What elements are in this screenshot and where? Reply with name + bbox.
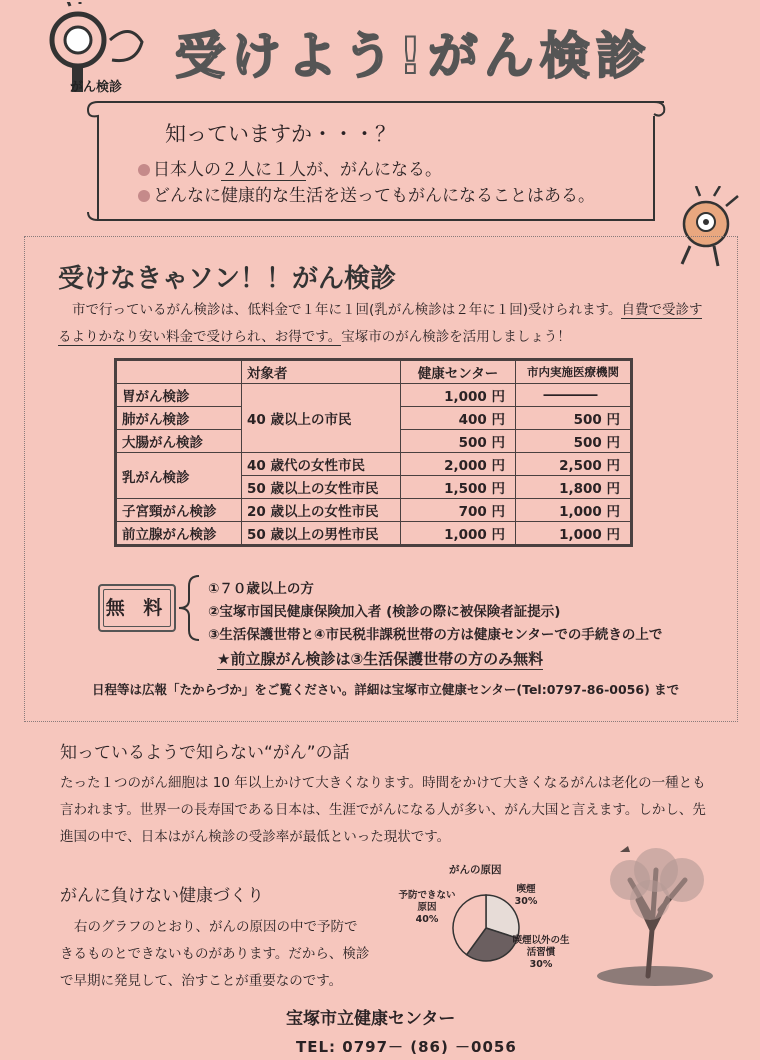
clinic-fee: 500 円 (516, 430, 632, 453)
table-header (116, 360, 242, 384)
banner-title: 知っていますか・・・？ (165, 122, 396, 146)
page-title: 受けよう!がん検診 (175, 27, 652, 85)
promo-intro: 市で行っているがん検診は、低料金で１年に１回(乳がん検診は２年に１回)受けられます。自費で受診するよりかなり安い料金で受けられ、お得です。宝塚市のがん検診を活用しましょう！ (58, 302, 703, 345)
table-header: 対象者 (242, 360, 401, 384)
target-group: 40 歳以上の市民 (242, 384, 401, 453)
fee-table (114, 358, 633, 547)
center-fee: 400 円 (401, 407, 516, 430)
target-group: 20 歳以上の女性市民 (242, 499, 401, 522)
target-group: 50 歳以上の女性市民 (242, 476, 401, 499)
exam-name: 大腸がん検診 (116, 430, 242, 453)
center-fee: 700 円 (401, 499, 516, 522)
center-fee: 1,000 円 (401, 384, 516, 407)
free-item: ①７０歳以上の方 (208, 581, 314, 597)
clinic-fee: ―――― (516, 384, 632, 407)
logo-label: がん検診 (70, 80, 123, 95)
slice-label: 喫煙 30% (514, 884, 538, 907)
chart-title: がんの原因 (449, 864, 502, 876)
clinic-fee: 1,000 円 (516, 499, 632, 522)
exam-name: 胃がん検診 (116, 384, 242, 407)
article-title: 知っているようで知らない“がん”の話 (60, 743, 350, 763)
bullet-icon (138, 190, 150, 202)
slice-label: 喫煙以外の生活習慣 30% (512, 935, 570, 970)
free-badge: 無 料 (98, 584, 176, 632)
target-group: 40 歳代の女性市民 (242, 453, 401, 476)
table-row (116, 522, 632, 546)
footer-organization: 宝塚市立健康センター (286, 1009, 456, 1029)
table-header-row (116, 360, 632, 384)
table-row (116, 453, 632, 476)
center-fee: 1,500 円 (401, 476, 516, 499)
center-fee: 1,000 円 (401, 522, 516, 546)
exam-name: 肺がん検診 (116, 407, 242, 430)
banner-line-1: 日本人の２人に１人が、がんになる。 (138, 155, 442, 180)
banner-line-2: どんなに健康的な生活を送ってもがんになることはある。 (138, 181, 595, 206)
free-note: ★前立腺がん検診は③生活保護世帯の方のみ無料 (217, 650, 544, 668)
clinic-fee: 1,000 円 (516, 522, 632, 546)
bullet-icon (138, 164, 150, 176)
schedule-note: 日程等は広報「たからづか」をご覧ください。詳細は宝塚市立健康センター(Tel:0797-86-0056) まで (92, 682, 680, 697)
brace-icon (173, 574, 203, 642)
article-title: がんに負けない健康づくり (60, 886, 264, 906)
table-header: 市内実施医療機関 (516, 360, 632, 384)
center-fee: 2,000 円 (401, 453, 516, 476)
target-group: 50 歳以上の男性市民 (242, 522, 401, 546)
promo-heading: 受けなきゃソン！！がん検診 (58, 264, 397, 294)
exam-name: 子宮頸がん検診 (116, 499, 242, 522)
table-header: 健康センター (401, 360, 516, 384)
free-item: ③生活保護世帯と④市民税非課税世帯の方は健康センターでの手続きの上で (208, 627, 663, 643)
article-body: たった１つのがん細胞は 10 年以上かけて大きくなります。時間をかけて大きくなるがんは老化の一種とも言われます。世界一の長寿国である日本は、生涯でがんになる人が多い、がん大国と言えます。しかし、先進国の中で、日本はがん検診の受診率が最低といった現状です。 (60, 775, 706, 845)
exam-name: 乳がん検診 (116, 453, 242, 499)
tree-illustration-icon (590, 840, 720, 990)
table-row (116, 384, 632, 407)
article-body: 右のグラフのとおり、がんの原因の中で予防できるものとできないものがあります。だから、検診で早期に発見して、治すことが重要なのです。 (60, 919, 370, 989)
clinic-fee: 500 円 (516, 407, 632, 430)
clinic-fee: 2,500 円 (516, 453, 632, 476)
center-fee: 500 円 (401, 430, 516, 453)
free-item: ②宝塚市国民健康保険加入者 (検診の際に被保険者証提示) (208, 604, 561, 620)
slice-label: 予防できない原因 40% (398, 890, 456, 925)
table-row (116, 499, 632, 522)
clinic-fee: 1,800 円 (516, 476, 632, 499)
footer-phone: TEL: 0797－ (86) －0056 (296, 1038, 517, 1056)
exam-name: 前立腺がん検診 (116, 522, 242, 546)
